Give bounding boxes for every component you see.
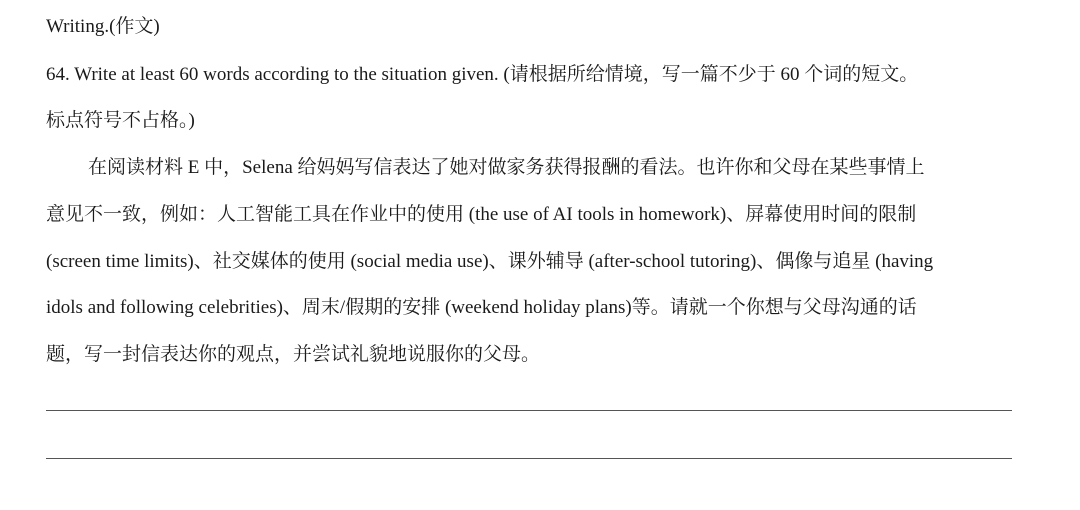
question-prompt-line-2: 标点符号不占格。)	[46, 110, 195, 131]
answer-writing-line-1[interactable]	[46, 410, 1012, 411]
answer-writing-line-2[interactable]	[46, 458, 1012, 459]
passage-line-5: 题，写一封信表达你的观点，并尝试礼貌地说服你的父母。	[46, 344, 541, 365]
passage-line-3: (screen time limits)、社交媒体的使用 (social media use)、课外辅导 (after-school tutoring)、偶像与追星 (having	[46, 251, 934, 272]
passage-line-2: 意见不一致，例如：人工智能工具在作业中的使用 (the use of AI tools in homework)、屏幕使用时间的限制	[46, 204, 917, 225]
question-prompt-line-1: 64. Write at least 60 words according to the situation given. (请根据所给情境，写一篇不少于 60 个词的短文。	[46, 64, 919, 85]
passage-line-1: 在阅读材料 E 中，Selena 给妈妈写信表达了她对做家务获得报酬的看法。也许你和父母在某些事情上	[88, 157, 925, 178]
section-heading: Writing.(作文)	[46, 16, 160, 37]
passage-line-4: idols and following celebrities)、周末/假期的安排 (weekend holiday plans)等。请就一个你想与父母沟通的话	[46, 297, 917, 318]
